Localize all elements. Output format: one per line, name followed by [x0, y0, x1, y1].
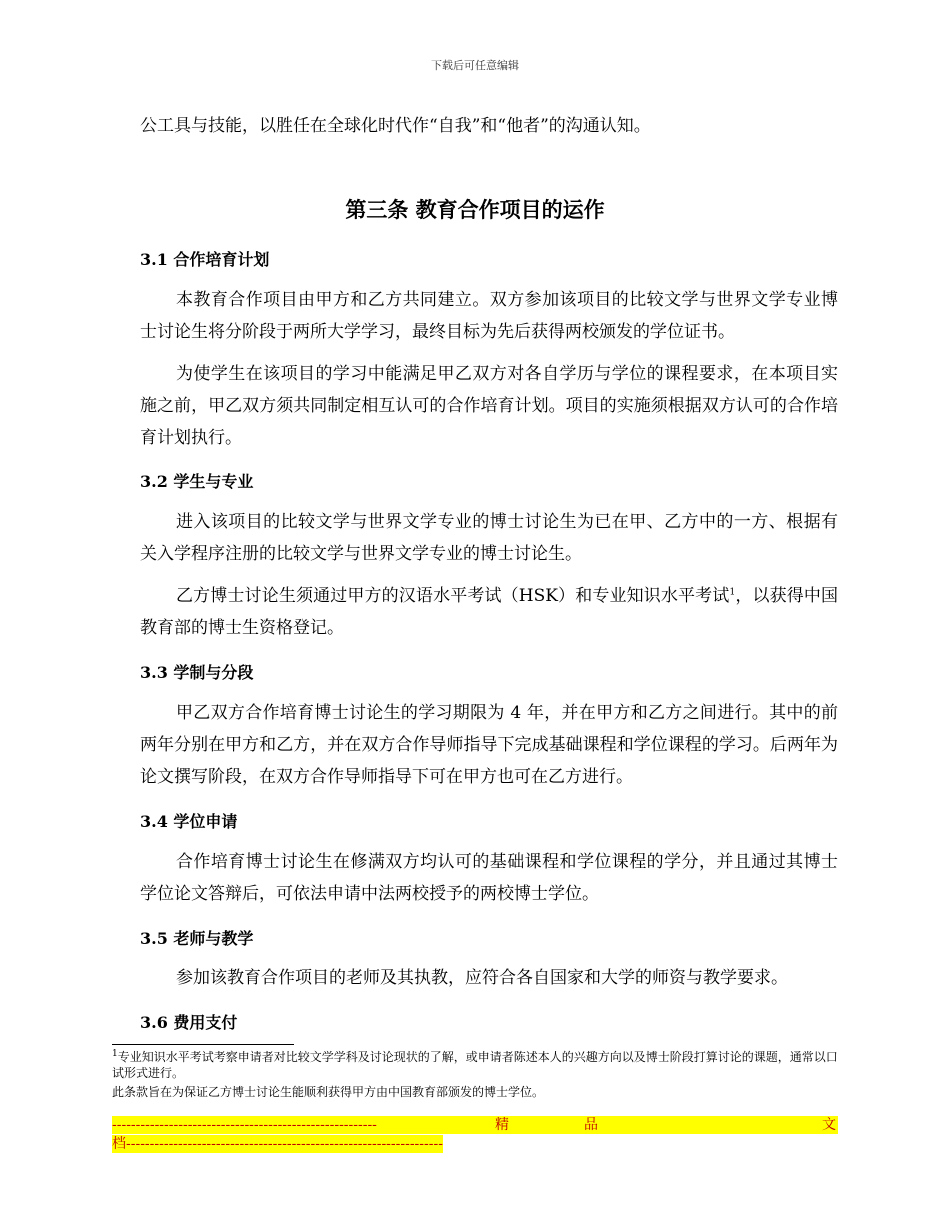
banner-char: 文 — [822, 1117, 836, 1133]
section-3-1-paragraph-1: 本教育合作项目由甲方和乙方共同建立。双方参加该项目的比较文学与世界文学专业博士讨论生将分阶段于两所大学学习，最终目标为先后获得两校颁发的学位证书。 — [140, 290, 838, 342]
footnote-1 — [112, 1049, 842, 1081]
section-3-2-paragraph-2 — [140, 580, 838, 644]
section-3-4-paragraph-1: 合作培育博士讨论生在修满双方均认可的基础课程和学位课程的学分，并且通过其博士学位论文答辩后，可依法申请中法两校授予的两校博士学位。 — [140, 852, 838, 904]
page-header: 下载后可任意编辑 — [431, 59, 519, 72]
watermark-banner-line-2 — [112, 1135, 443, 1153]
paragraph-text: ，以获得中国教育部的博士生资格登记。 — [140, 586, 839, 638]
footnote-marker: 1 — [112, 1049, 118, 1059]
banner-char: 精 — [495, 1117, 509, 1133]
section-heading-3-2: 3.2 学生与专业 — [140, 472, 254, 491]
section-heading-3-6: 3.6 费用支付 — [140, 1013, 238, 1032]
section-heading-3-4: 3.4 学位申请 — [140, 812, 238, 831]
section-3-1-paragraph-2: 为使学生在该项目的学习中能满足甲乙双方对各自学历与学位的课程要求，在本项目实施之前，甲乙双方须共同制定相互认可的合作培育计划。项目的实施须根据双方认可的合作培育计划执行。 — [140, 364, 838, 448]
section-heading-3-5: 3.5 老师与教学 — [140, 929, 254, 948]
footnote-text: 专业知识水平考试考察申请者对比较文学学科及讨论现状的了解，或申请者陈述本人的兴趣方向以及博士阶段打算讨论的课题，通常以口试形式进行。 — [112, 1050, 838, 1080]
watermark-banner-line-1 — [112, 1116, 838, 1134]
footnote-separator — [112, 1044, 294, 1045]
section-heading-3-1: 3.1 合作培育计划 — [140, 250, 270, 269]
footnote-ref: 1 — [729, 587, 736, 598]
banner-char: 档 — [112, 1136, 126, 1152]
banner-char: 品 — [584, 1117, 598, 1133]
article-title: 第三条 教育合作项目的运作 — [345, 197, 605, 222]
section-3-2-paragraph-1: 进入该项目的比较文学与世界文学专业的博士讨论生为已在甲、乙方中的一方、根据有关入学程序注册的比较文学与世界文学专业的博士讨论生。 — [140, 512, 838, 564]
intro-paragraph: 公工具与技能，以胜任在全球化时代作“自我”和“他者”的沟通认知。 — [140, 116, 651, 136]
paragraph-text: 乙方博士讨论生须通过甲方的汉语水平考试（HSK）和专业知识水平考试 — [176, 586, 730, 606]
section-3-3-paragraph-1: 甲乙双方合作培育博士讨论生的学习期限为 4 年，并在甲方和乙方之间进行。其中的前两年分别在甲方和乙方，并在双方合作导师指导下完成基础课程和学位课程的学习。后两年为论文撰写阶段，在双方合作导师指导下可在甲方也可在乙方进行。 — [140, 703, 838, 787]
banner-dashes: ------------------------------------------------------------------- — [126, 1136, 443, 1152]
footnote-2: 此条款旨在为保证乙方博士讨论生能顺利获得甲方由中国教育部颁发的博士学位。 — [112, 1085, 545, 1099]
section-heading-3-3: 3.3 学制与分段 — [140, 663, 254, 682]
banner-dashes: -------------------------------------------------------- — [112, 1117, 377, 1133]
section-3-5-paragraph-1: 参加该教育合作项目的老师及其执教，应符合各自国家和大学的师资与教学要求。 — [176, 968, 788, 988]
